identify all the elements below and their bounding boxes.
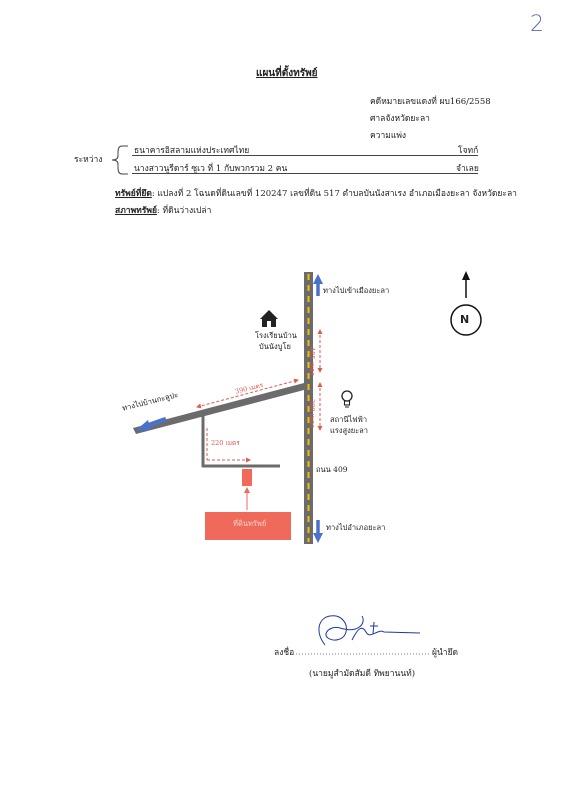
north-label: N [460, 313, 470, 326]
plaintiff-name: ธนาคารอิสลามแห่งประเทศไทย [134, 146, 250, 156]
signature-role: ผู้นำยึด [432, 648, 459, 658]
label-to-village: ทางไปบ้านกะลูปะ [121, 390, 180, 413]
label-dist-north: 485 เมตร [308, 347, 316, 376]
signer-name: (นายมูสำมัดสัมดี ทิพยานนท์) [309, 669, 416, 679]
court-name: ศาลจังหวัดยะลา [370, 114, 430, 124]
label-dist-branch: 220 เมตร [211, 439, 240, 447]
defendant-role: จำเลย [456, 164, 479, 174]
label-dist-road: 390 เมตร [234, 381, 265, 396]
label-road-name: ถนน 409 [316, 465, 348, 474]
defendant-name: นางสาวนูรีดาร์ ซูเว ที่ 1 กับพวกรวม 2 คน [134, 164, 288, 174]
case-number: คดีหมายเลขแดงที่ ผบ166/2558 [370, 97, 491, 107]
signature-label: ลงชื่อ [274, 648, 295, 658]
case-type: ความแพ่ง [370, 131, 407, 141]
property-condition-text: : ที่ดินว่างเปล่า [156, 206, 212, 216]
between-label: ระหว่าง [74, 155, 103, 165]
property-condition-label: สภาพทรัพย์ [115, 206, 157, 216]
label-to-city: ทางไปเข้าเมืองยะลา [323, 286, 390, 295]
label-school-line1: โรงเรียนบ้าน [255, 331, 297, 340]
label-property: ที่ดินทรัพย์ [233, 519, 267, 528]
label-dist-south: 300 เมตร [308, 399, 316, 428]
label-to-district: ทางไปอำเภอยะลา [326, 523, 386, 532]
page-title: แผนที่ตั้งทรัพย์ [256, 68, 318, 79]
property-location-text: : แปลงที่ 2 โฉนดที่ดินเลขที่ 120247 เลขที่ดิน 517 ตำบลบันนังสาเรง อำเภอเมืองยะลา จังหวัดยะลา [151, 189, 517, 199]
page-number: 2 [530, 12, 544, 37]
label-station-line1: สถานีไฟฟ้า [330, 415, 368, 424]
property-location-label: ทรัพย์ที่ยึด [115, 189, 152, 199]
label-school-line2: บันนังบูโย [259, 342, 291, 351]
label-station-line2: แรงสูงยะลา [330, 426, 368, 435]
plaintiff-role: โจทก์ [458, 146, 479, 156]
